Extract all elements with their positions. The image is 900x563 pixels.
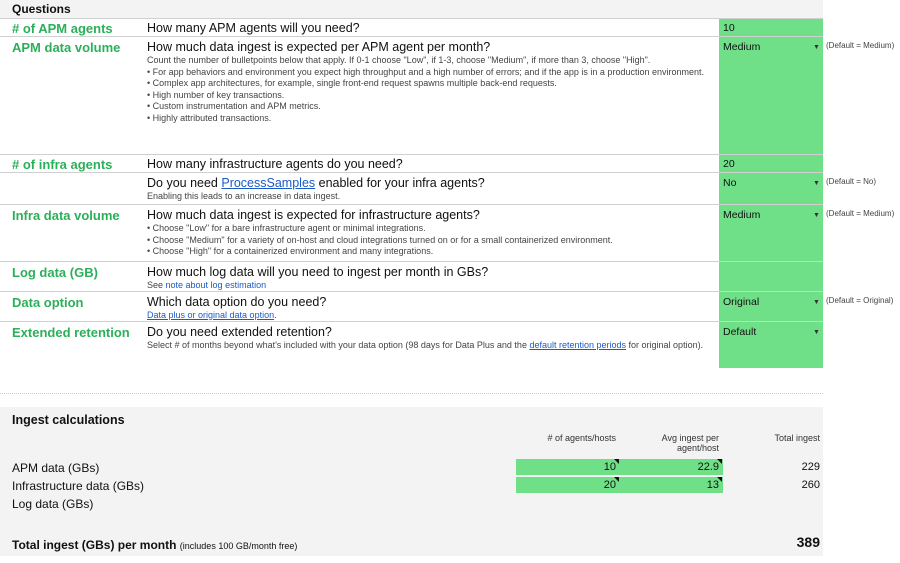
question-infra-agents: How many infrastructure agents do you need? xyxy=(147,157,403,171)
category-data-option: Data option xyxy=(12,295,84,310)
row-infra-volume xyxy=(0,204,895,262)
apm-volume-select-cell[interactable] xyxy=(719,37,823,155)
apm-volume-desc-line: • Highly attributed transactions. xyxy=(147,112,272,123)
apm-volume-default: (Default = Medium) xyxy=(826,41,895,50)
infra-volume-desc-line: • Choose "Medium" for a variety of on-host and cloud integrations turned on or for a small containerized environment. xyxy=(147,234,613,245)
dropdown-arrow-icon[interactable]: ▼ xyxy=(813,44,820,51)
comment-marker-icon xyxy=(717,459,722,464)
apm-volume-desc-line: • High number of key transactions. xyxy=(147,89,285,100)
question-log-data: How much log data will you need to ingest per month in GBs? xyxy=(147,265,489,279)
infra-volume-value[interactable]: Medium xyxy=(723,209,761,221)
apm-avg-calc: 22.9 xyxy=(697,461,719,473)
dropdown-arrow-icon[interactable]: ▼ xyxy=(813,299,820,306)
question-apm-agents: How many APM agents will you need? xyxy=(147,21,360,35)
question-process-samples xyxy=(147,176,715,190)
infra-volume-default: (Default = Medium) xyxy=(826,209,895,218)
infra-agents-calc: 20 xyxy=(603,479,616,491)
total-ingest-label xyxy=(12,538,297,552)
category-apm-volume: APM data volume xyxy=(12,40,121,55)
col-header-total-ingest: Total ingest xyxy=(774,433,820,443)
log-data-description xyxy=(147,280,717,292)
questions-header-band xyxy=(0,0,823,18)
comment-marker-icon xyxy=(717,477,722,482)
apm-agents-calc: 10 xyxy=(603,461,616,473)
section-divider xyxy=(0,393,823,394)
infra-volume-description xyxy=(147,223,717,258)
row-data-option xyxy=(0,291,894,322)
row-apm-volume xyxy=(0,36,895,155)
ingest-row-label-infra: Infrastructure data (GBs) xyxy=(12,479,145,493)
log-data-input-cell[interactable] xyxy=(719,262,823,292)
infra-total-calc: 260 xyxy=(801,479,820,491)
ingest-calculations-title: Ingest calculations xyxy=(12,413,125,427)
category-extended-retention: Extended retention xyxy=(12,325,130,340)
row-log-data xyxy=(0,261,823,292)
total-ingest-label-text: Total ingest (GBs) per month xyxy=(12,538,177,552)
question-infra-volume: How much data ingest is expected for infrastructure agents? xyxy=(147,208,480,222)
data-option-default: (Default = Original) xyxy=(826,296,894,305)
category-log-data: Log data (GB) xyxy=(12,265,98,280)
apm-volume-desc-line: • For app behaviors and environment you expect high throughput and a high number of errors; and if the app is in a production environment. xyxy=(147,66,704,77)
retention-desc-suffix: for original option). xyxy=(626,340,704,350)
process-samples-link[interactable]: ProcessSamples xyxy=(221,176,316,190)
apm-volume-desc-line: Count the number of bulletpoints below that apply. If 0-1 choose "Low", if 1-3, choose "Medium", if more than 3, choose "High". xyxy=(147,55,651,65)
dropdown-arrow-icon[interactable]: ▼ xyxy=(813,180,820,187)
apm-volume-value[interactable]: Medium xyxy=(723,41,761,53)
data-option-desc-suffix: . xyxy=(274,310,277,320)
apm-volume-desc-line: • Custom instrumentation and APM metrics. xyxy=(147,101,321,111)
ingest-row-label-log: Log data (GBs) xyxy=(12,497,94,511)
question-extended-retention: Do you need extended retention? xyxy=(147,325,332,339)
comment-marker-icon xyxy=(614,477,619,482)
dropdown-arrow-icon[interactable]: ▼ xyxy=(813,212,820,219)
infra-volume-desc-line: • Choose "Low" for a bare infrastructure agent or minimal integrations. xyxy=(147,223,426,233)
process-samples-value[interactable]: No xyxy=(723,177,737,189)
extended-retention-description xyxy=(147,340,717,352)
comment-marker-icon xyxy=(614,459,619,464)
default-retention-periods-link[interactable]: default retention periods xyxy=(529,340,627,350)
retention-desc-prefix: Select # of months beyond what's included with your data option (98 days for Data Plus and the xyxy=(147,340,530,350)
questions-header: Questions xyxy=(12,2,71,16)
extended-retention-value[interactable]: Default xyxy=(723,326,757,338)
log-data-desc-prefix: See xyxy=(147,280,166,290)
ingest-row-label-apm: APM data (GBs) xyxy=(12,461,100,475)
category-infra-agents: # of infra agents xyxy=(12,157,113,172)
question-data-option: Which data option do you need? xyxy=(147,295,327,309)
process-samples-description: Enabling this leads to an increase in data ingest. xyxy=(147,191,341,201)
apm-volume-desc-line: • Complex app architectures, for example, single front-end request spawns multiple back-end requests. xyxy=(147,78,557,88)
data-option-link[interactable]: Data plus or original data option xyxy=(147,310,275,320)
apm-agents-value[interactable]: 10 xyxy=(723,22,735,34)
process-samples-question-suffix: enabled for your infra agents? xyxy=(315,176,485,190)
apm-volume-description xyxy=(147,55,717,124)
dropdown-arrow-icon[interactable]: ▼ xyxy=(813,329,820,336)
col-header-avg-ingest: Avg ingest per agent/host xyxy=(661,433,719,453)
col-header-agents: # of agents/hosts xyxy=(547,433,616,443)
row-extended-retention xyxy=(0,321,823,368)
process-samples-question-prefix: Do you need xyxy=(147,176,222,190)
data-option-description xyxy=(147,310,717,322)
infra-volume-desc-line: • Choose "High" for a containerized environment and many integrations. xyxy=(147,246,434,256)
total-ingest-note: (includes 100 GB/month free) xyxy=(179,541,298,551)
row-process-samples xyxy=(0,172,877,205)
row-infra-agents xyxy=(0,154,823,173)
log-estimation-link[interactable]: note about log estimation xyxy=(165,280,267,290)
infra-avg-calc: 13 xyxy=(706,479,719,491)
total-ingest-value: 389 xyxy=(796,534,820,550)
apm-total-calc: 229 xyxy=(801,461,820,473)
category-infra-volume: Infra data volume xyxy=(12,208,120,223)
infra-agents-value[interactable]: 20 xyxy=(723,158,735,170)
category-apm-agents: # of APM agents xyxy=(12,21,113,36)
data-option-value[interactable]: Original xyxy=(723,296,760,308)
row-apm-agents xyxy=(0,18,823,37)
process-samples-default: (Default = No) xyxy=(826,177,877,186)
question-apm-volume: How much data ingest is expected per APM agent per month? xyxy=(147,40,491,54)
